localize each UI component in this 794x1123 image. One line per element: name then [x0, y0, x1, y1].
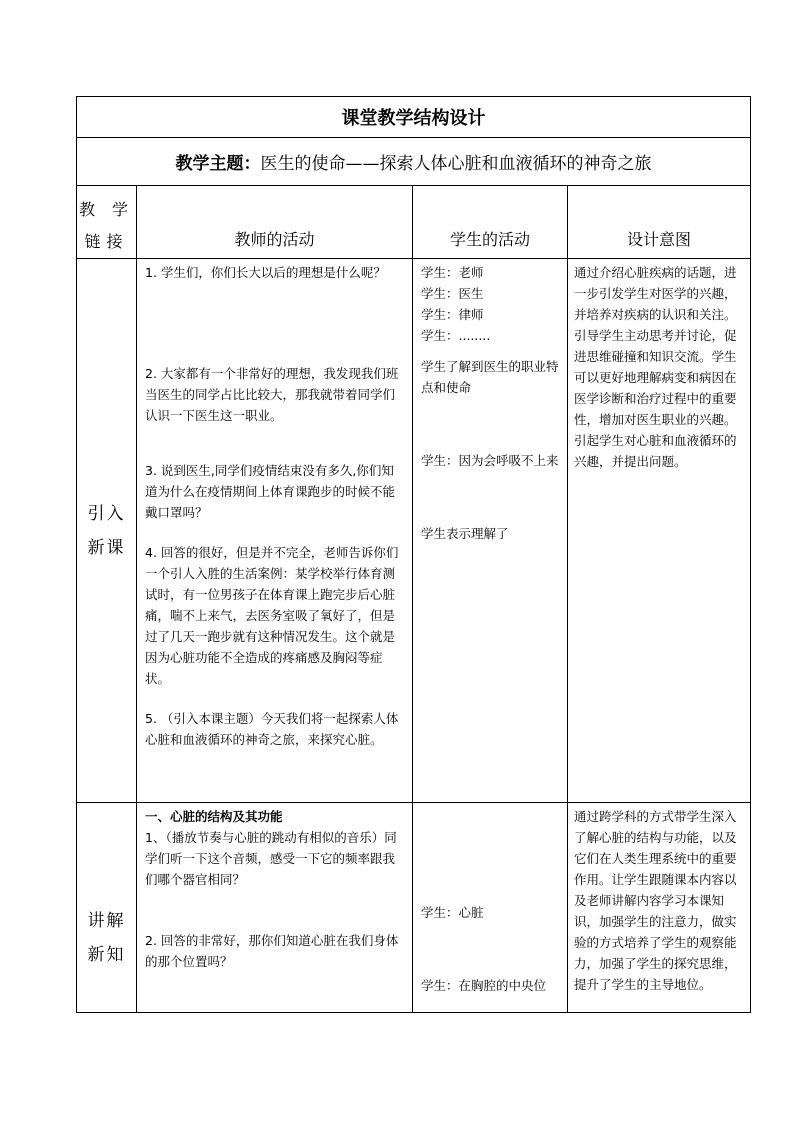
intro-teacher-step-1: 1. 学生们，你们长大以后的理想是什么呢？ [145, 265, 386, 280]
theme-text: 医生的使命——探索人体心脏和血液循环的神奇之旅 [260, 154, 652, 174]
lesson-structure-table [76, 96, 751, 1013]
header-intent: 设计意图 [568, 186, 751, 259]
intro-stage-line1: 引入 [87, 503, 126, 524]
explain-design-intent [568, 803, 751, 1013]
explain-teacher-step-1: 1、（播放节奏与心脏的跳动有相似的音乐）同学们听一下这个音频，感受一下它的频率跟我们哪个器官相同？ [145, 830, 397, 887]
intro-row [77, 259, 751, 803]
theme-row [77, 138, 751, 186]
header-row [77, 186, 751, 259]
intro-stage [77, 259, 137, 803]
explain-student-answer-2: 学生：在胸腔的中央位 [421, 978, 547, 993]
explain-section-title: 一、心脏的结构及其功能 [145, 809, 283, 824]
student-answer-3: 学生：律师 [421, 307, 484, 322]
title-row [77, 97, 751, 138]
intro-student-activity [413, 259, 568, 803]
intro-design-intent [568, 259, 751, 803]
student-answer-7: 学生表示理解了 [421, 526, 509, 541]
intro-teacher-step-4: 4. 回答的很好，但是并不完全，老师告诉你们一个引人入胜的生活案例：某学校举行体育测试时，有一位男孩子在体育课上跑完步后心脏痛，喘不上来气，去医务室吸了氧好了，但是过了几天一跑步就有这种情况发生。这个就是因为心脏功能不全造成的疼痛感及胸闷等症状。 [145, 545, 399, 686]
explain-teacher-step-2: 2. 回答的非常好，那你们知道心脏在我们身体的那个位置吗？ [145, 933, 399, 969]
intro-intent-2: 引起学生对心脏和血液循环的兴趣，并提出问题。 [574, 433, 737, 469]
student-answer-6: 学生：因为会呼吸不上来 [421, 453, 559, 468]
intro-teacher-step-3: 3. 说到医生,同学们疫情结束没有多久,你们知道为什么在疫情期间上体育课跑步的时候不能戴口罩吗？ [145, 463, 396, 520]
header-link-line1: 教 学 [78, 200, 135, 219]
intro-teacher-step-2: 2. 大家都有一个非常好的理想，我发现我们班当医生的同学占比比较大，那我就带着同学们认识一下医生这一职业。 [145, 366, 399, 423]
header-teacher: 教师的活动 [137, 186, 413, 259]
header-student: 学生的活动 [413, 186, 568, 259]
header-link [77, 186, 137, 259]
header-link-line2: 链接 [84, 232, 129, 251]
student-answer-5: 学生了解到医生的职业特点和使命 [421, 359, 559, 395]
student-answer-4: 学生：........ [421, 328, 491, 343]
intro-teacher-step-5: 5. （引入本课主题）今天我们将一起探索人体心脏和血液循环的神奇之旅，来探究心脏。 [145, 711, 399, 747]
theme-label: 教学主题： [175, 154, 261, 174]
explain-stage-line1: 讲解 [87, 910, 126, 931]
explain-stage-line2: 新知 [87, 944, 126, 965]
explain-teacher-activity [137, 803, 413, 1013]
explain-student-activity [413, 803, 568, 1013]
explain-stage [77, 803, 137, 1013]
explain-intent: 通过跨学科的方式带学生深入了解心脏的结构与功能，以及它们在人类生理系统中的重要作用。让学生跟随课本内容以及老师讲解内容学习本课知识，加强学生的注意力，做实验的方式培养了学生的观察能力，加强了学生的探究思维，提升了学生的主导地位。 [574, 809, 737, 992]
student-answer-2: 学生：医生 [421, 286, 484, 301]
intro-teacher-activity [137, 259, 413, 803]
student-answer-1: 学生：老师 [421, 265, 484, 280]
theme-cell [77, 138, 751, 186]
intro-stage-line2: 新课 [87, 537, 126, 558]
table-title: 课堂教学结构设计 [77, 97, 751, 138]
explain-student-answer-1: 学生：心脏 [421, 905, 484, 920]
lesson-page [76, 96, 750, 1013]
explain-row [77, 803, 751, 1013]
intro-intent-1: 通过介绍心脏疾病的话题，进一步引发学生对医学的兴趣，并培养对疾病的认识和关注。引导学生主动思考并讨论，促进思维碰撞和知识交流。学生可以更好地理解病变和病因在医学诊断和治疗过程中的重要性，增加对医生职业的兴趣。 [574, 265, 737, 427]
